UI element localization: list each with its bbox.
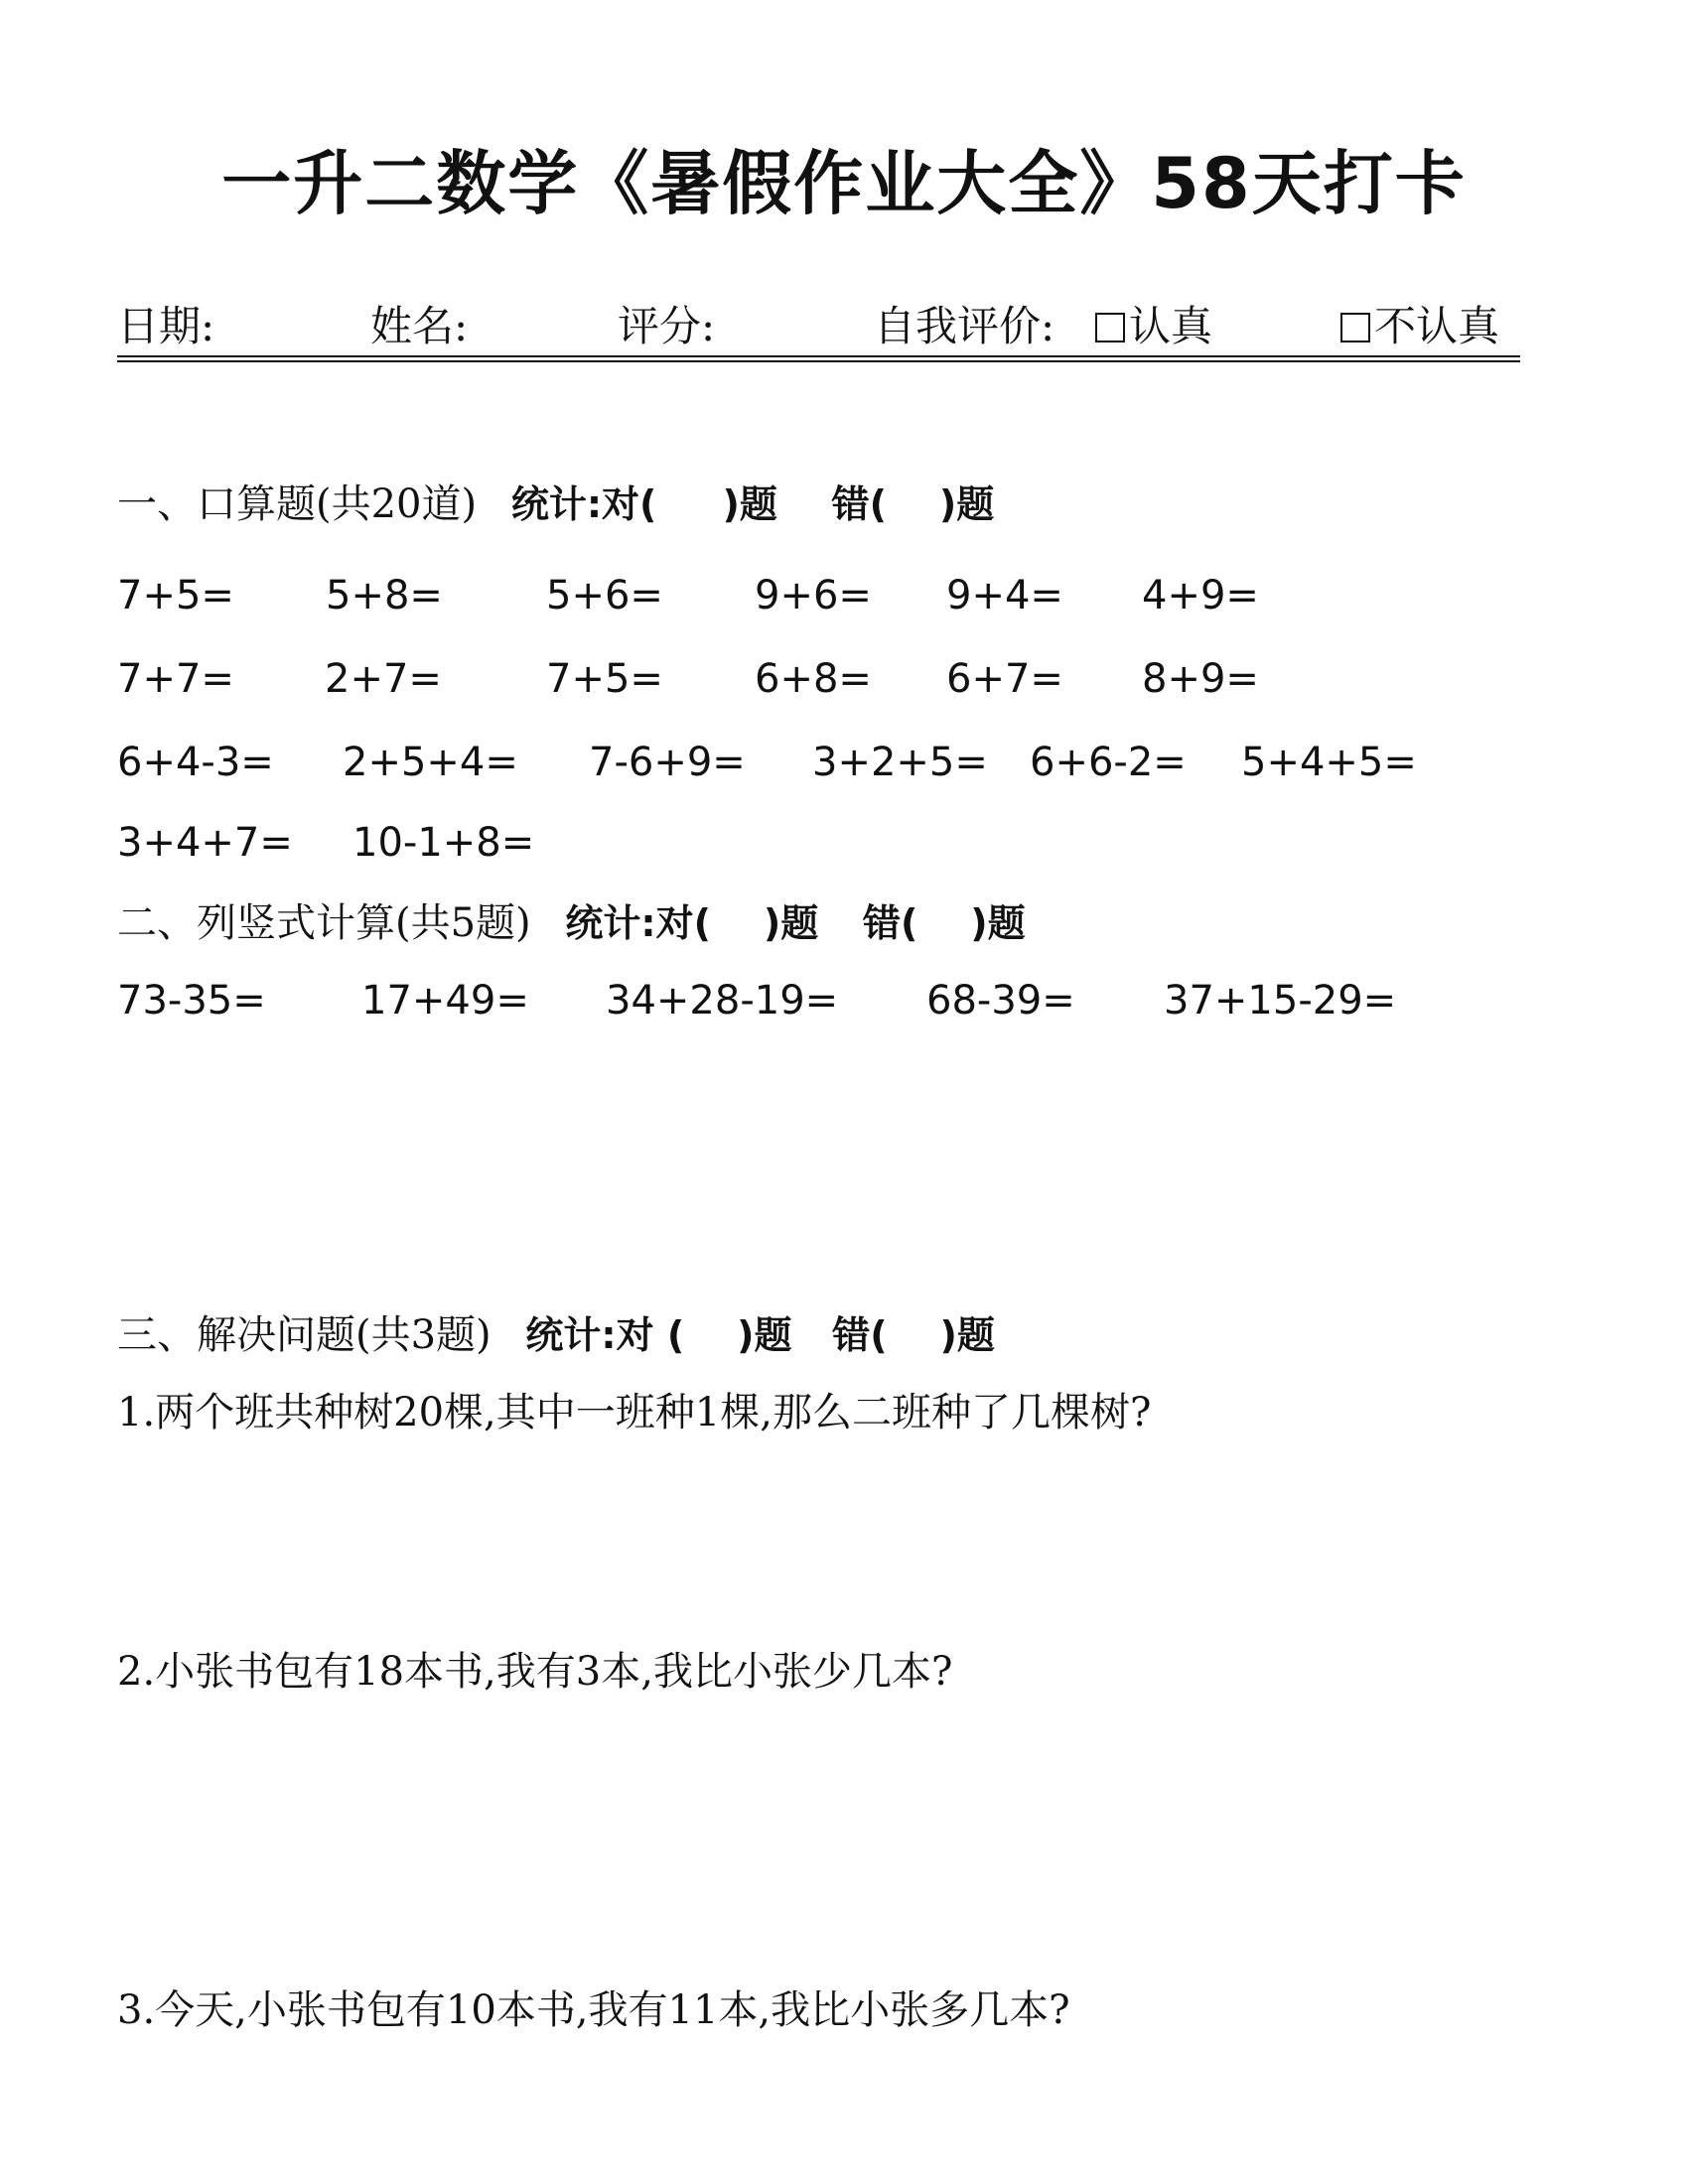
section1-right-count: 对( )题	[602, 482, 777, 526]
oral-item: 5+6=	[546, 573, 663, 618]
section3-stats-label: 统计:	[525, 1313, 617, 1357]
oral-item: 7-6+9=	[589, 740, 746, 785]
option-not-serious[interactable]	[1340, 302, 1500, 350]
oral-item: 10-1+8=	[352, 820, 535, 866]
vertical-calc-item: 68-39=	[926, 978, 1075, 1024]
checkbox-serious[interactable]	[1095, 313, 1125, 342]
oral-item: 5+4+5=	[1241, 740, 1417, 785]
page-title: 一升二数学《暑假作业大全》58天打卡	[221, 143, 1467, 224]
section1-heading: 一、口算题(共20道)	[117, 481, 478, 527]
name-label: 姓名:	[370, 302, 469, 350]
option-serious-label: 认真	[1129, 302, 1213, 350]
oral-item: 9+6=	[755, 573, 872, 618]
oral-item: 4+9=	[1142, 573, 1259, 618]
section3-heading-row	[117, 1312, 995, 1358]
oral-item: 2+5+4=	[343, 740, 518, 785]
oral-item: 3+4+7=	[117, 820, 293, 866]
option-serious[interactable]	[1095, 302, 1213, 350]
section3-heading: 三、解决问题(共3题)	[117, 1312, 492, 1358]
checkbox-not-serious[interactable]	[1340, 313, 1370, 342]
oral-item: 5+8=	[326, 573, 443, 618]
oral-item: 7+7=	[117, 656, 234, 702]
section2-right-count: 对( )题	[655, 901, 819, 945]
section1-wrong-count: 错( )题	[831, 482, 995, 526]
section3-wrong-count: 错( )题	[832, 1313, 995, 1357]
vertical-calc-item: 37+15-29=	[1164, 978, 1397, 1024]
oral-item: 9+4=	[946, 573, 1063, 618]
vertical-calc-item: 17+49=	[361, 978, 529, 1024]
section1-heading-row	[117, 481, 995, 527]
oral-item: 7+5=	[546, 656, 663, 702]
self-eval-label: 自我评价:	[874, 302, 1055, 350]
section2-wrong-count: 错( )题	[862, 901, 1026, 945]
word-problem: 1.两个班共种树20棵,其中一班种1棵,那么二班种了几棵树?	[117, 1390, 1152, 1435]
section2-heading: 二、列竖式计算(共5题)	[117, 900, 531, 946]
vertical-calc-item: 73-35=	[117, 978, 266, 1024]
word-problem: 2.小张书包有18本书,我有3本,我比小张少几本?	[117, 1649, 953, 1695]
section2-heading-row	[117, 900, 1026, 946]
oral-item: 3+2+5=	[812, 740, 988, 785]
oral-item: 6+7=	[946, 656, 1063, 702]
oral-item: 2+7=	[325, 656, 442, 702]
header-underline	[117, 360, 1520, 362]
section1-stats-label: 统计:	[510, 482, 603, 526]
header-underline	[117, 355, 1520, 357]
date-label: 日期:	[117, 302, 215, 350]
word-problem: 3.今天,小张书包有10本书,我有11本,我比小张多几本?	[117, 1987, 1070, 2033]
oral-item: 8+9=	[1142, 656, 1259, 702]
oral-item: 6+6-2=	[1030, 740, 1187, 785]
score-label: 评分:	[618, 302, 716, 350]
oral-item: 6+4-3=	[117, 740, 274, 785]
section2-stats-label: 统计:	[565, 901, 656, 945]
section3-right-count: 对 ( )题	[616, 1313, 792, 1357]
vertical-calc-item: 34+28-19=	[606, 978, 839, 1024]
option-not-serious-label: 不认真	[1374, 302, 1500, 350]
oral-item: 7+5=	[117, 573, 234, 618]
oral-item: 6+8=	[755, 656, 872, 702]
